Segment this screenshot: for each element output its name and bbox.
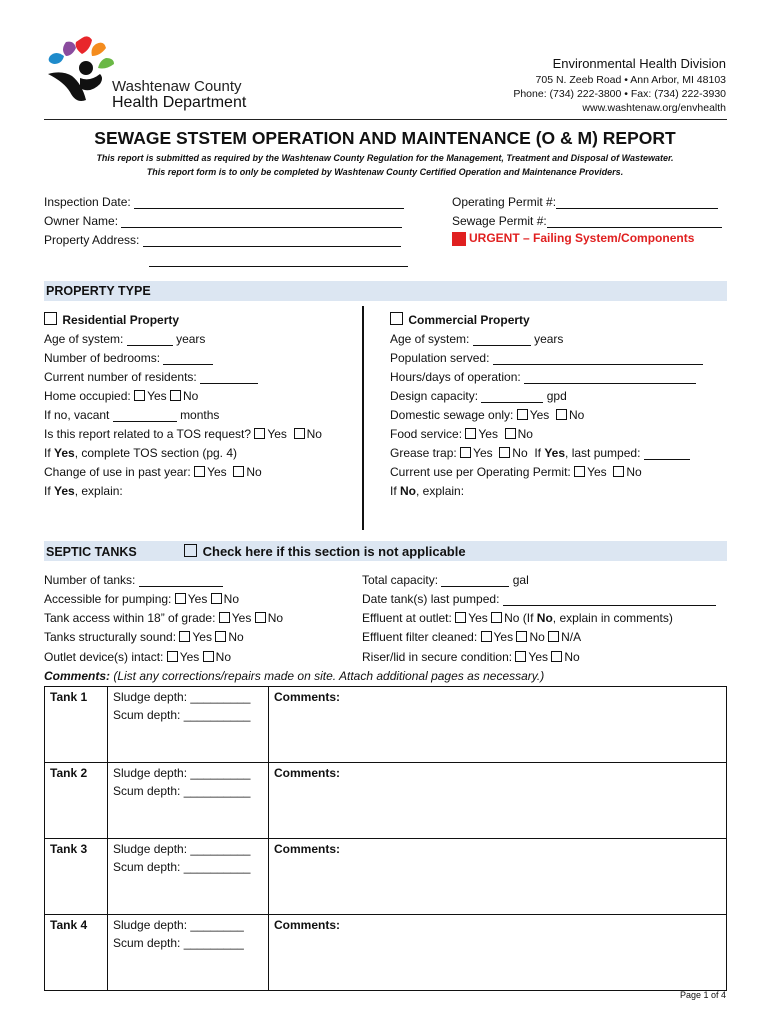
com-population-label: Population served:	[390, 351, 490, 365]
com-food-label: Food service:	[390, 427, 463, 441]
owner-name-label: Owner Name:	[44, 214, 119, 228]
no-label: No	[215, 650, 231, 664]
capacity-unit: gal	[512, 573, 529, 587]
tank-comments[interactable]: Comments:	[269, 687, 727, 763]
res-change-field[interactable]	[44, 465, 262, 479]
division-phone: Phone: (734) 222-3800 • Fax: (734) 222-3930	[513, 88, 726, 100]
riser-field[interactable]	[362, 650, 580, 664]
com-hours-field[interactable]	[390, 370, 696, 384]
res-bedrooms-label: Number of bedrooms:	[44, 351, 161, 365]
table-row	[45, 763, 727, 839]
riser-label: Riser/lid in secure condition:	[362, 650, 513, 664]
commercial-checkbox[interactable]	[390, 312, 530, 327]
tank-table	[44, 686, 727, 991]
res-age-unit: years	[176, 332, 206, 346]
capacity-field[interactable]	[362, 573, 529, 587]
checkbox-icon[interactable]	[211, 593, 222, 604]
num-tanks-label: Number of tanks:	[44, 573, 136, 587]
checkbox-icon[interactable]	[294, 428, 305, 439]
sludge-depth[interactable]: Sludge depth: _________	[113, 842, 251, 856]
num-tanks-field[interactable]	[44, 573, 223, 587]
no-label: No	[246, 465, 262, 479]
no-label: No	[512, 446, 528, 460]
sludge-depth[interactable]: Sludge depth: _________	[113, 766, 251, 780]
res-tos-label: Is this report related to a TOS request?	[44, 427, 251, 441]
checkbox-icon[interactable]	[465, 428, 476, 439]
property-type-band	[44, 281, 727, 301]
res-occupied-label: Home occupied:	[44, 389, 131, 403]
text-bold: No	[536, 611, 553, 625]
org-name-line1: Washtenaw County	[112, 78, 242, 95]
commercial-title: Commercial Property	[408, 313, 530, 327]
text: If	[534, 446, 541, 460]
yes-label: Yes	[207, 465, 227, 479]
yes-label: Yes	[529, 408, 550, 422]
property-address-line2[interactable]	[149, 253, 408, 267]
com-age-label: Age of system:	[390, 332, 470, 346]
checkbox-icon[interactable]	[167, 651, 178, 662]
septic-na-label: Check here if this section is not applicable	[202, 544, 466, 559]
res-age-label: Age of system:	[44, 332, 124, 346]
tank-comments[interactable]: Comments:	[269, 839, 727, 915]
comments-instruction	[44, 669, 544, 683]
urgent-checkbox[interactable]	[452, 231, 694, 246]
septic-tanks-heading: SEPTIC TANKS	[46, 545, 137, 559]
urgent-label: URGENT – Failing System/Components	[469, 231, 695, 245]
com-design-field[interactable]	[390, 389, 567, 403]
res-vacant-label: If no, vacant	[44, 408, 110, 422]
outlet-field[interactable]	[44, 650, 231, 664]
res-vacant-field[interactable]	[44, 408, 219, 422]
division-info	[513, 57, 726, 115]
tank-label: Tank 2	[45, 763, 108, 839]
com-hours-label: Hours/days of operation:	[390, 370, 521, 384]
checkbox-icon	[184, 544, 197, 557]
page-number: Page 1 of 4	[679, 990, 726, 1000]
no-label: No	[568, 408, 585, 422]
yes-label: Yes	[478, 427, 498, 441]
com-food-field[interactable]	[390, 427, 533, 441]
property-address-label: Property Address:	[44, 233, 140, 247]
residential-title: Residential Property	[62, 313, 180, 327]
checkbox-icon[interactable]	[175, 593, 186, 604]
structural-label: Tanks structurally sound:	[44, 630, 177, 644]
res-explain-field[interactable]	[44, 484, 123, 498]
yes-label: Yes	[192, 630, 212, 644]
scum-depth[interactable]: Scum depth: __________	[113, 784, 251, 798]
text: , last pumped:	[565, 446, 641, 460]
res-occupied-field[interactable]	[44, 389, 198, 403]
inspection-date-label: Inspection Date:	[44, 195, 131, 209]
no-label: No	[267, 611, 284, 625]
checkbox-icon[interactable]	[505, 428, 516, 439]
text: , explain:	[74, 484, 123, 498]
urgent-flag-icon	[452, 232, 466, 246]
text: , explain in comments)	[552, 611, 673, 625]
table-row	[45, 687, 727, 763]
property-type-heading: PROPERTY TYPE	[46, 284, 151, 298]
com-current-use-label: Current use per Operating Permit:	[390, 465, 571, 479]
text-bold: Yes	[54, 446, 75, 460]
no-label: No	[529, 630, 545, 644]
no-label: No	[564, 650, 580, 664]
yes-label: Yes	[179, 650, 200, 664]
tank-comments[interactable]: Comments:	[269, 763, 727, 839]
text: , complete TOS section (pg. 4)	[74, 446, 238, 460]
last-pumped-label: Date tank(s) last pumped:	[362, 592, 500, 606]
checkbox-icon[interactable]	[179, 631, 190, 642]
text-bold: Yes	[544, 446, 566, 460]
property-address-field[interactable]	[44, 233, 401, 247]
com-domestic-label: Domestic sewage only:	[390, 408, 514, 422]
checkbox-icon[interactable]	[219, 612, 230, 623]
structural-field[interactable]	[44, 630, 244, 644]
text: No (If	[504, 611, 534, 625]
res-tos-note	[44, 446, 237, 460]
yes-label: Yes	[587, 465, 607, 479]
com-design-label: Design capacity:	[390, 389, 479, 403]
access18-field[interactable]	[44, 611, 283, 625]
yes-label: Yes	[267, 427, 287, 441]
sludge-depth[interactable]: Sludge depth: ________	[113, 918, 244, 932]
report-subtitle-2: This report form is to only be completed by Washtenaw County Certified Operation and Maintenance Providers.	[146, 167, 624, 177]
text-bold: Yes	[54, 484, 75, 498]
scum-depth[interactable]: Scum depth: __________	[113, 860, 251, 874]
checkbox-icon[interactable]	[548, 631, 559, 642]
res-tos-field[interactable]	[44, 427, 322, 441]
yes-label: Yes	[473, 446, 493, 460]
res-change-label: Change of use in past year:	[44, 465, 191, 479]
text-bold: No	[400, 484, 417, 498]
res-residents-label: Current number of residents:	[44, 370, 197, 384]
na-label: N/A	[561, 630, 582, 644]
checkbox-icon[interactable]	[455, 612, 466, 623]
checkbox-icon[interactable]	[134, 390, 145, 401]
tank-depths[interactable]	[108, 687, 269, 763]
checkbox-icon[interactable]	[491, 612, 502, 623]
division-address: 705 N. Zeeb Road • Ann Arbor, MI 48103	[535, 74, 726, 86]
com-grease-field[interactable]	[390, 446, 690, 460]
tank-label: Tank 1	[45, 687, 108, 763]
org-name-line2: Health Department	[112, 94, 247, 111]
checkbox-icon[interactable]	[556, 409, 567, 420]
res-bedrooms-field[interactable]	[44, 351, 213, 365]
checkbox-icon[interactable]	[233, 466, 244, 477]
last-pumped-field[interactable]	[362, 592, 716, 606]
septic-tanks-band	[44, 541, 727, 561]
com-population-field[interactable]	[390, 351, 703, 365]
checkbox-icon[interactable]	[170, 390, 181, 401]
access18-label: Tank access within 18” of grade:	[44, 611, 216, 625]
com-explain-field[interactable]	[390, 484, 464, 498]
comments-label: Comments:	[44, 669, 111, 683]
yes-label: Yes	[493, 630, 514, 644]
tank-label: Tank 3	[45, 839, 108, 915]
effluent-outlet-label: Effluent at outlet:	[362, 611, 452, 625]
table-row	[45, 839, 727, 915]
res-vacant-unit: months	[180, 408, 220, 422]
effluent-outlet-field[interactable]	[362, 611, 673, 625]
tank-depths[interactable]	[108, 763, 269, 839]
division-title: Environmental Health Division	[552, 56, 726, 71]
operating-permit-label: Operating Permit #:	[452, 195, 557, 209]
checkbox-icon[interactable]	[194, 466, 205, 477]
property-divider	[362, 306, 364, 530]
checkbox-icon[interactable]	[203, 651, 214, 662]
res-age-field[interactable]	[44, 332, 205, 346]
com-design-unit: gpd	[546, 389, 567, 403]
checkbox-icon[interactable]	[574, 466, 585, 477]
inspection-date-field[interactable]	[44, 195, 404, 209]
com-current-use-field[interactable]	[390, 465, 642, 479]
accessible-field[interactable]	[44, 592, 239, 606]
report-subtitle-1: This report is submitted as required by the Washtenaw County Regulation for the Management, Treatment and Disposal of Wastewater.	[96, 153, 674, 163]
checkbox-icon[interactable]	[613, 466, 624, 477]
outlet-label: Outlet device(s) intact:	[44, 650, 164, 664]
com-domestic-field[interactable]	[390, 408, 584, 422]
checkbox-icon[interactable]	[255, 612, 266, 623]
checkbox-icon	[390, 312, 403, 325]
no-label: No	[223, 592, 240, 606]
checkbox-icon[interactable]	[460, 447, 471, 458]
yes-label: Yes	[528, 650, 548, 664]
scum-depth[interactable]: Scum depth: __________	[113, 708, 251, 722]
yes-label: Yes	[187, 592, 208, 606]
owner-name-field[interactable]	[44, 214, 402, 228]
no-label: No	[228, 630, 244, 644]
division-web: www.washtenaw.org/envhealth	[582, 102, 726, 114]
com-grease-label: Grease trap:	[390, 446, 457, 460]
no-label: No	[306, 427, 322, 441]
tank-depths[interactable]	[108, 915, 269, 991]
scum-depth[interactable]: Scum depth: _________	[113, 936, 244, 950]
no-label: No	[182, 389, 199, 403]
sludge-depth[interactable]: Sludge depth: _________	[113, 690, 251, 704]
no-label: No	[517, 427, 533, 441]
checkbox-icon[interactable]	[254, 428, 265, 439]
checkbox-icon[interactable]	[481, 631, 492, 642]
operating-permit-field[interactable]	[452, 195, 718, 209]
text: If	[390, 484, 397, 498]
sewage-permit-field[interactable]	[452, 214, 722, 228]
checkbox-icon[interactable]	[215, 631, 226, 642]
yes-label: Yes	[147, 389, 167, 403]
tank-depths[interactable]	[108, 839, 269, 915]
checkbox-icon[interactable]	[516, 631, 527, 642]
filter-label: Effluent filter cleaned:	[362, 630, 478, 644]
comments-note: (List any corrections/repairs made on site. Attach additional pages as necessary.)	[110, 669, 545, 683]
septic-na-checkbox[interactable]	[184, 544, 466, 559]
no-label: No	[626, 465, 642, 479]
yes-label: Yes	[231, 611, 252, 625]
com-age-unit: years	[534, 332, 564, 346]
capacity-label: Total capacity:	[362, 573, 439, 587]
residential-checkbox[interactable]	[44, 312, 179, 327]
checkbox-icon[interactable]	[499, 447, 510, 458]
report-title: SEWAGE STSTEM OPERATION AND MAINTENANCE (O & M) REPORT	[94, 128, 676, 148]
header-divider	[44, 119, 727, 120]
com-age-field[interactable]	[390, 332, 563, 346]
text: If	[44, 484, 51, 498]
sewage-permit-label: Sewage Permit #:	[452, 214, 547, 228]
yes-label: Yes	[468, 611, 488, 625]
checkbox-icon[interactable]	[517, 409, 528, 420]
res-residents-field[interactable]	[44, 370, 258, 384]
checkbox-icon[interactable]	[551, 651, 562, 662]
text: , explain:	[416, 484, 465, 498]
text: If	[44, 446, 51, 460]
checkbox-icon[interactable]	[515, 651, 526, 662]
tank-comments[interactable]: Comments:	[269, 915, 727, 991]
accessible-label: Accessible for pumping:	[44, 592, 172, 606]
filter-field[interactable]	[362, 630, 581, 644]
checkbox-icon	[44, 312, 57, 325]
tank-label: Tank 4	[45, 915, 108, 991]
table-row	[45, 915, 727, 991]
